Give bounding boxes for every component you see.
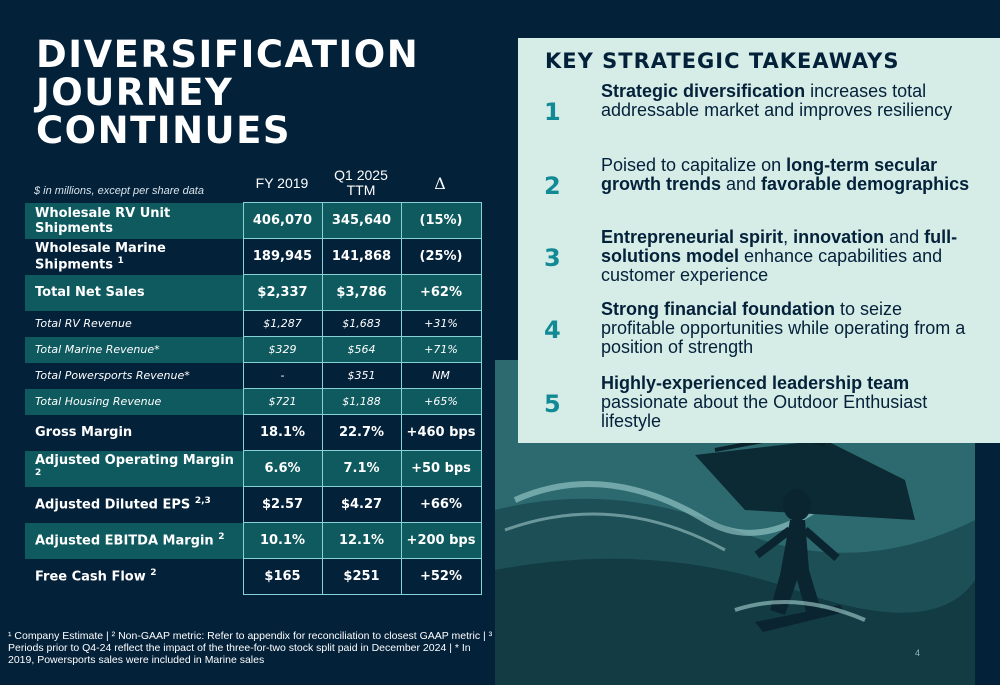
footnote: ¹ Company Estimate | ² Non-GAAP metric: Refer to appendix for reconciliation to closest GAAP metric | ³ Periods prior to Q4-24 reflect the impact of the three-for-two stock split paid in December 2024 | * In 2019, Powersports sales were included in Marine sales [8, 630, 493, 666]
row-label-text: Total Marine Revenue* [35, 343, 160, 356]
takeaway-segment: passionate about the Outdoor Enthusiast lifestyle [601, 392, 928, 431]
table-row [25, 203, 481, 239]
key-takeaways-panel [518, 38, 1000, 443]
takeaway-emphasis: innovation [793, 227, 885, 247]
row-label [25, 487, 243, 523]
cell-v3: +460 bps [401, 415, 481, 451]
column-header-line-2: TTM [346, 182, 376, 198]
row-label [25, 451, 243, 487]
cell-v2: 141,868 [322, 239, 401, 275]
takeaway-emphasis: Strong financial foundation [601, 299, 835, 319]
cell-v1: 406,070 [243, 203, 322, 239]
row-label-text: Total RV Revenue [35, 317, 132, 330]
takeaway-text [601, 156, 981, 194]
cell-v3: +71% [401, 337, 481, 363]
footnote-marker: 2 [218, 532, 225, 543]
units-note: $ in millions, except per share data [34, 185, 204, 197]
cell-v3: +62% [401, 275, 481, 311]
cell-v2: $1,683 [322, 311, 401, 337]
row-label [25, 559, 243, 595]
cell-v1: $1,287 [243, 311, 322, 337]
row-label-text: Total Net Sales [35, 285, 145, 300]
page-title [36, 33, 476, 152]
cell-v1: $165 [243, 559, 322, 595]
takeaway-text [601, 374, 981, 431]
cell-v3: +50 bps [401, 451, 481, 487]
column-header-delta: Δ [434, 174, 446, 193]
cell-v3: NM [401, 363, 481, 389]
takeaway-segment: , [783, 227, 794, 247]
cell-v1: $329 [243, 337, 322, 363]
takeaway-number: 2 [544, 172, 561, 200]
cell-v2: 345,640 [322, 203, 401, 239]
cell-v2: $351 [322, 363, 401, 389]
takeaway-number: 3 [544, 244, 561, 272]
table-row [25, 275, 481, 311]
takeaway-emphasis: Highly-experienced leadership team [601, 373, 910, 393]
cell-v1: - [243, 363, 322, 389]
cell-v2: 7.1% [322, 451, 401, 487]
financial-table [25, 202, 482, 595]
takeaway-segment: and [884, 227, 925, 247]
takeaway-emphasis: long-term secular growth trends [601, 155, 938, 194]
takeaway-segment: to seize profitable opportunities while operating from a position of strength [601, 299, 966, 357]
takeaway-text [601, 300, 981, 357]
row-label-text: Adjusted Diluted EPS [35, 497, 191, 513]
takeaway-emphasis: Entrepreneurial spirit [601, 227, 784, 247]
cell-v2: 12.1% [322, 523, 401, 559]
cell-v1: $2,337 [243, 275, 322, 311]
row-label [25, 363, 243, 389]
table-row [25, 523, 481, 559]
cell-v2: $1,188 [322, 389, 401, 415]
takeaway-emphasis: favorable demographics [761, 174, 970, 194]
table-row [25, 451, 481, 487]
cell-v3: +31% [401, 311, 481, 337]
cell-v3: +52% [401, 559, 481, 595]
takeaway-segment: increases total addressable market and improves resiliency [601, 81, 953, 120]
cell-v2: 22.7% [322, 415, 401, 451]
title-line-2: JOURNEY [36, 71, 234, 114]
takeaway-text [601, 228, 981, 285]
footnote-marker: 1 [117, 255, 124, 266]
takeaway-number: 5 [544, 390, 561, 418]
row-label-text: Adjusted Operating Margin [35, 452, 234, 468]
row-label-text: Total Powersports Revenue* [35, 369, 190, 382]
column-header-line-1: Q1 2025 [334, 167, 388, 183]
takeaway-number: 1 [544, 98, 561, 126]
takeaway-segment: Poised to capitalize on [601, 155, 787, 175]
cell-v1: 10.1% [243, 523, 322, 559]
row-label [25, 203, 243, 239]
cell-v1: $2.57 [243, 487, 322, 523]
table-row [25, 487, 481, 523]
column-header-q1-2025-ttm [322, 168, 400, 198]
row-label-text: Total Housing Revenue [35, 395, 162, 408]
row-label [25, 337, 243, 363]
takeaway-text [601, 82, 981, 120]
cell-v1: 18.1% [243, 415, 322, 451]
cell-v3: +65% [401, 389, 481, 415]
cell-v1: 6.6% [243, 451, 322, 487]
table-row [25, 415, 481, 451]
table-row [25, 239, 481, 275]
takeaway-emphasis: Strategic diversification [601, 81, 806, 101]
cell-v3: +66% [401, 487, 481, 523]
footnote-marker: 2 [150, 568, 157, 579]
takeaway-emphasis: full-solutions model [601, 227, 958, 266]
cell-v1: 189,945 [243, 239, 322, 275]
cell-v2: $3,786 [322, 275, 401, 311]
cell-v3: (15%) [401, 203, 481, 239]
cell-v3: (25%) [401, 239, 481, 275]
takeaway-segment: enhance capabilities and customer experience [601, 246, 943, 285]
footnote-marker: 2,3 [194, 496, 211, 507]
cell-v3: +200 bps [401, 523, 481, 559]
cell-v2: $251 [322, 559, 401, 595]
row-label [25, 415, 243, 451]
row-label [25, 275, 243, 311]
takeaway-segment: and [721, 174, 762, 194]
column-header-fy2019: FY 2019 [255, 175, 309, 191]
row-label [25, 239, 243, 275]
table-row [25, 389, 481, 415]
row-label-text: Adjusted EBITDA Margin [35, 533, 214, 549]
table-row [25, 363, 481, 389]
row-label-text: Free Cash Flow [35, 569, 146, 585]
key-takeaways-title: KEY STRATEGIC TAKEAWAYS [545, 49, 900, 73]
takeaway-number: 4 [544, 316, 561, 344]
page-number: 4 [915, 648, 921, 658]
row-label-text: Wholesale RV Unit Shipments [35, 205, 171, 236]
row-label-text: Wholesale Marine Shipments [35, 240, 166, 273]
title-line-1: DIVERSIFICATION [36, 33, 420, 76]
table-row [25, 337, 481, 363]
cell-v2: $564 [322, 337, 401, 363]
cell-v2: $4.27 [322, 487, 401, 523]
table-row [25, 311, 481, 337]
row-label [25, 311, 243, 337]
footnote-marker: 2 [35, 467, 42, 478]
row-label [25, 523, 243, 559]
row-label [25, 389, 243, 415]
row-label-text: Gross Margin [35, 425, 133, 440]
cell-v1: $721 [243, 389, 322, 415]
table-row [25, 559, 481, 595]
title-line-3: CONTINUES [36, 109, 292, 152]
